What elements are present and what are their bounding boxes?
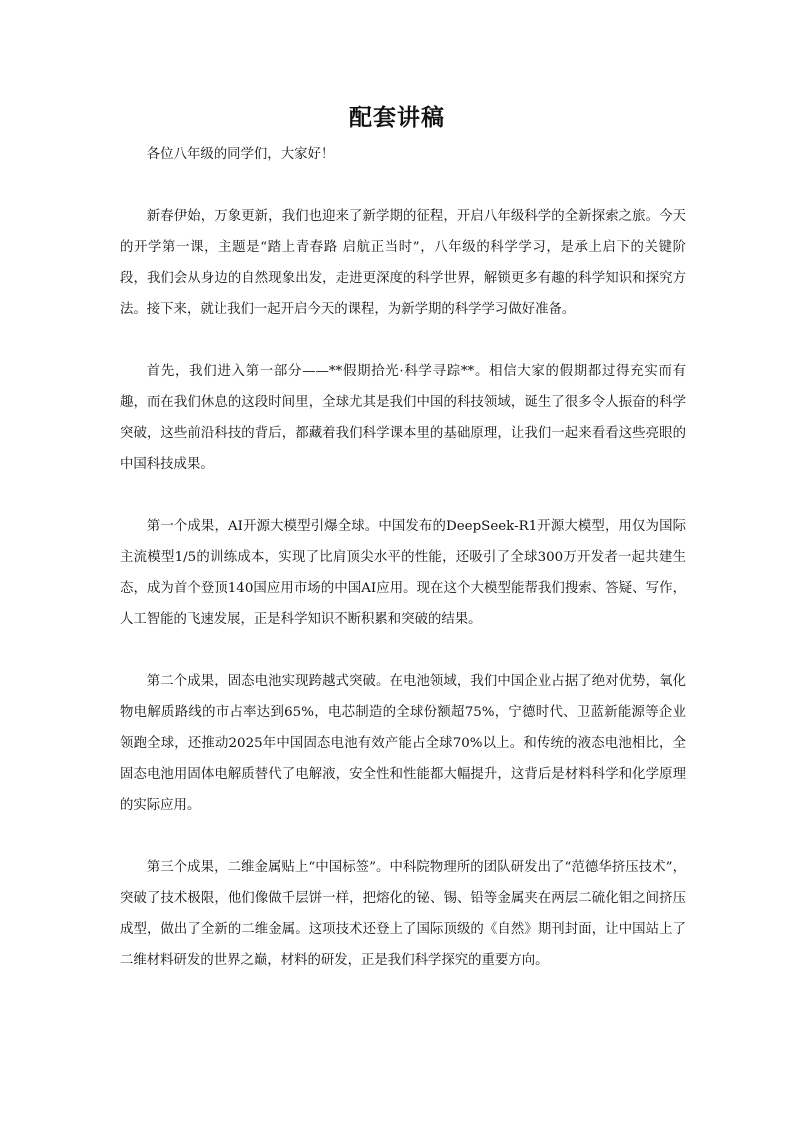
paragraph-achievement-2d-metal: 第三个成果，二维金属贴上“中国标签”。中科院物理所的团队研发出了“范德华挤压技术”，突破了技术极限，他们像做千层饼一样，把熔化的铋、锡、铅等金属夹在两层二硫化钼之间挤压成型，做出了全新的二维金属。这项技术还登上了国际顶级的《自然》期刊封面，让中国站上了二维材料研发的世界之巅，材料的研发，正是我们科学探究的重要方向。 xyxy=(120,860,686,968)
document-title: 配套讲稿 xyxy=(349,104,445,131)
paragraph-achievement-ai: 第一个成果，AI开源大模型引爆全球。中国发布的DeepSeek-R1开源大模型，用仅为国际主流模型1/5的训练成本，实现了比肩顶尖水平的性能，还吸引了全球300万开发者一起共建生态，成为首个登顶140国应用市场的中国AI应用。现在这个大模型能帮我们搜索、答疑、写作，人工智能的飞速发展，正是科学知识不断积累和突破的结果。 xyxy=(120,519,686,627)
paragraph-achievement-battery: 第二个成果，固态电池实现跨越式突破。在电池领域，我们中国企业占据了绝对优势，氧化物电解质路线的市占率达到65%，电芯制造的全球份额超75%，宁德时代、卫蓝新能源等企业领跑全球，还推动2025年中国固态电池有效产能占全球70%以上。和传统的液态电池相比，全固态电池用固体电解质替代了电解液，安全性和性能都大幅提升，这背后是材料科学和化学原理的实际应用。 xyxy=(120,674,686,813)
paragraph-intro: 新春伊始，万象更新，我们也迎来了新学期的征程，开启八年级科学的全新探索之旅。今天的开学第一课，主题是“踏上青春路 启航正当时”，八年级的科学学习，是承上启下的关键阶段，我们会从身边的自然现象出发，走进更深度的科学世界，解锁更多有趣的科学知识和探究方法。接下来，就让我们一起开启今天的课程，为新学期的科学学习做好准备。 xyxy=(120,209,686,317)
paragraph-part-one: 首先，我们进入第一部分——**假期拾光·科学寻踪**。相信大家的假期都过得充实而有趣，而在我们休息的这段时间里，全球尤其是我们中国的科技领域，诞生了很多令人振奋的科学突破，这些前沿科技的背后，都藏着我们科学课本里的基础原理，让我们一起来看看这些亮眼的中国科技成果。 xyxy=(120,364,686,472)
document-body xyxy=(120,139,686,976)
paragraph-greeting: 各位八年级的同学们，大家好！ xyxy=(146,147,335,162)
